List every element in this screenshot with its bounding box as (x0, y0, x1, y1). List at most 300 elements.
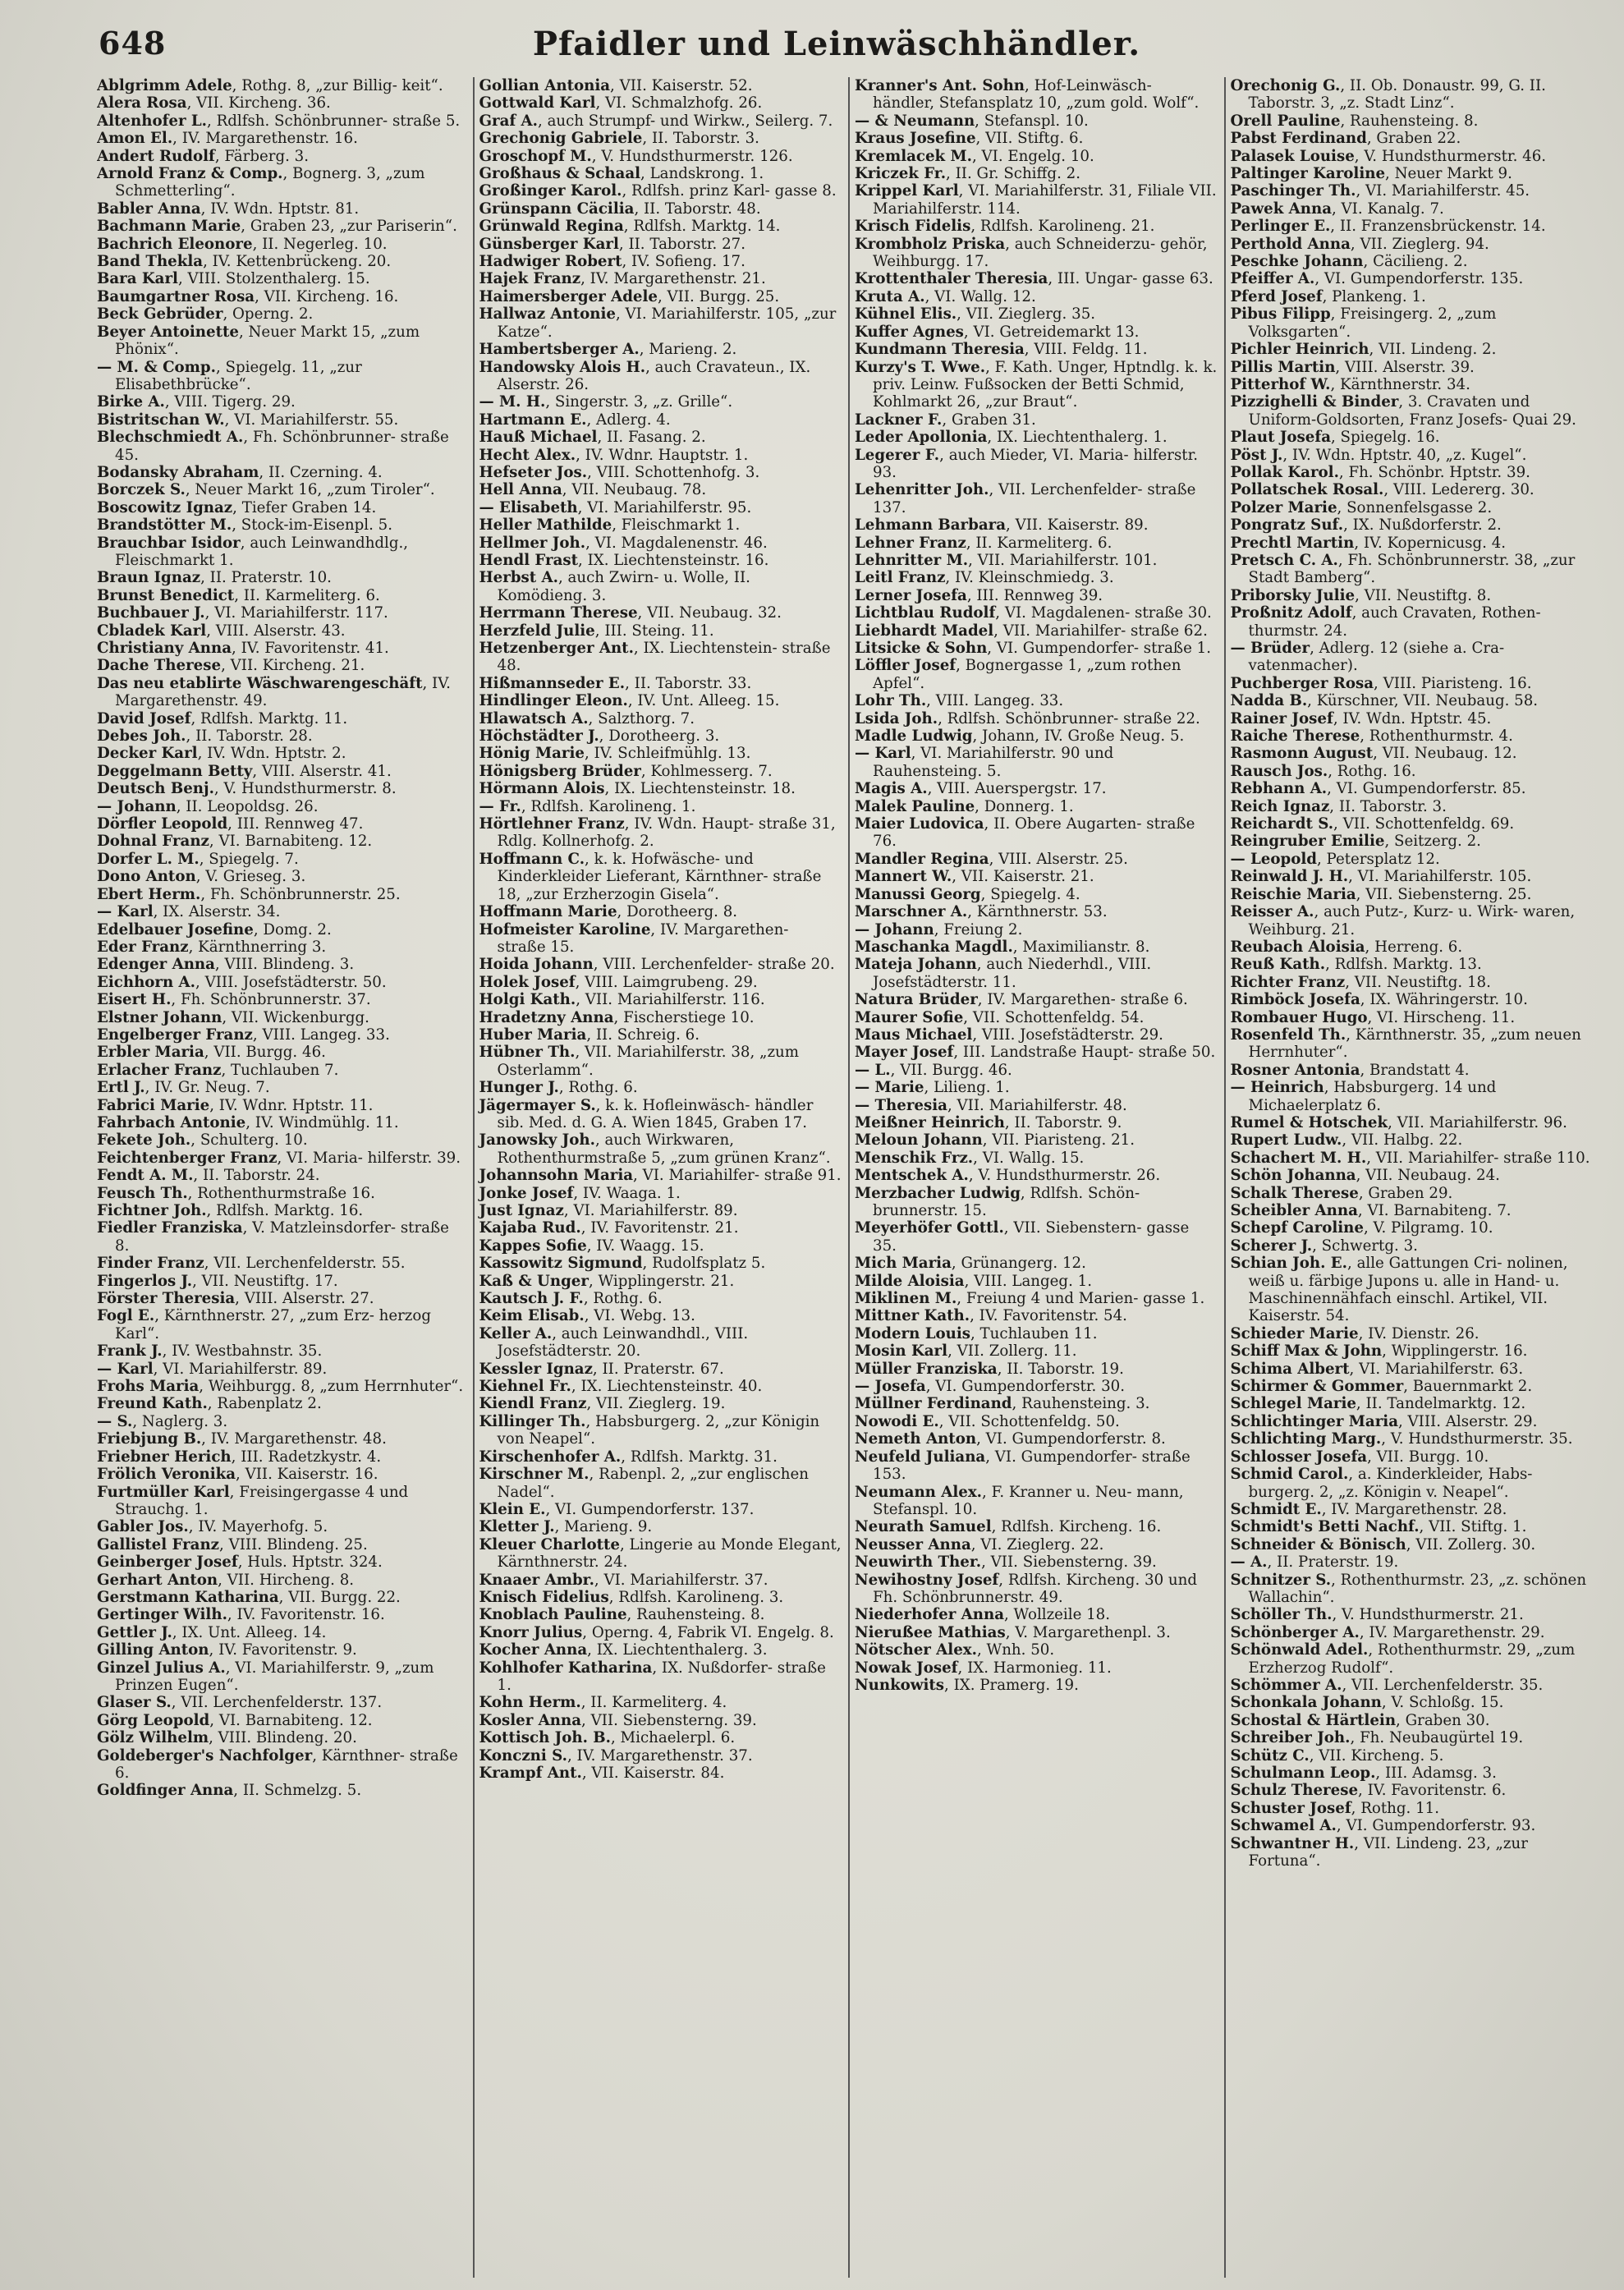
entry-name: Eder Franz (97, 938, 189, 956)
entry-details: , VI. Wallg. 15. (973, 1149, 1085, 1167)
entry-name: Scherer J. (1230, 1237, 1313, 1255)
directory-entry (97, 886, 466, 903)
entry-name: Kottisch Joh. B. (479, 1729, 611, 1747)
entry-name: — L. (855, 1061, 891, 1079)
directory-entry (97, 1572, 466, 1589)
entry-details: , VI. Webg. 13. (584, 1307, 695, 1325)
entry-details: , VII. Siebensterng. 39. (981, 1553, 1157, 1572)
directory-entry (479, 1606, 842, 1623)
entry-name: Paltinger Karoline (1230, 165, 1386, 183)
entry-details: , Stock-im-Eisenpl. 5. (232, 516, 393, 535)
directory-entry (479, 727, 842, 745)
entry-details: , Kohlmesserg. 7. (640, 762, 773, 780)
entry-details: , III. Steing. 11. (594, 622, 714, 640)
directory-entry (855, 1413, 1218, 1430)
entry-name: Hadwiger Robert (479, 253, 622, 271)
entry-details: , VII. Mariahilferstr. 96. (1388, 1113, 1567, 1131)
entry-name: Debes Joh. (97, 727, 186, 746)
entry-details: , III. Ungar- gasse 63. (1048, 270, 1213, 288)
entry-details: , Fh. Schönbrunnerstr. 38, „zur Stadt Bamberg“. (1248, 551, 1576, 587)
entry-name: Kühnel Elis. (855, 305, 957, 324)
directory-entry (479, 675, 842, 692)
entry-name: Milde Aloisia (855, 1272, 965, 1290)
entry-details: , VIII. Laimgrubeng. 29. (575, 973, 758, 991)
entry-details: , II. Taborstr. 19. (997, 1360, 1124, 1378)
entry-details: , Marieng. 9. (554, 1518, 653, 1536)
entry-details: , 3. Cravaten und Uniform-Goldsorten, Franz Josefs- Quai 29. (1248, 393, 1576, 429)
directory-entry (855, 1255, 1218, 1272)
entry-details: , VII. Kaiserstr. 16. (236, 1466, 378, 1484)
entry-name: Nunkowits (855, 1676, 945, 1694)
directory-entry (1231, 77, 1594, 112)
entry-details: , II. Schreig. 6. (586, 1026, 700, 1044)
entry-details: , Dorotheerg. 3. (599, 727, 720, 746)
entry-details: , VII. Kircheng. 21. (221, 657, 365, 675)
entry-name: Schnitzer S. (1230, 1571, 1332, 1589)
entry-details: , IV. Margarethen- straße 6. (977, 991, 1188, 1009)
entry-name: Pretsch C. A. (1230, 551, 1338, 569)
entry-details: , VI. Mariahilferstr. 9, „zum Prinzen Eugen“. (115, 1659, 434, 1694)
entry-name: Haimersberger Adele (479, 287, 658, 305)
entry-name: Schieder Marie (1230, 1324, 1359, 1342)
directory-entry (855, 236, 1218, 271)
directory-entry (479, 1448, 842, 1466)
entry-details: , Schulterg. 10. (190, 1131, 308, 1150)
entry-details: , IX. Unt. Alleeg. 14. (172, 1623, 327, 1641)
directory-entry (855, 991, 1218, 1008)
directory-entry (97, 780, 466, 797)
entry-details: , Wnh. 50. (976, 1641, 1055, 1659)
entry-name: Grünspann Cäcilia (479, 200, 635, 218)
entry-name: Natura Brüder (855, 991, 978, 1009)
entry-name: Erbler Maria (97, 1044, 204, 1062)
directory-entry (97, 200, 466, 218)
entry-name: Höchstädter J. (479, 727, 599, 746)
entry-details: , Kärnthnerstr. 53. (967, 903, 1108, 921)
entry-name: Nötscher Alex. (855, 1641, 977, 1659)
directory-entry (97, 411, 466, 429)
entry-details: , Landskrong. 1. (640, 165, 764, 183)
entry-name: Schön Johanna (1230, 1167, 1356, 1185)
directory-entry (1231, 727, 1594, 745)
entry-details: , Herreng. 6. (1365, 938, 1463, 956)
entry-details: , a. Kinderkleider, Habs- burgerg. 2, „z. Königin v. Neapel“. (1248, 1466, 1533, 1501)
entry-name: Schöller Th. (1230, 1606, 1333, 1624)
entry-details: , VII. Hircheng. 8. (218, 1571, 355, 1589)
entry-details: , II. Obere Augarten- straße 76. (873, 815, 1195, 851)
entry-details: , IV. Margarethen- straße 15. (497, 920, 789, 956)
entry-name: Gertinger Wilh. (97, 1606, 227, 1624)
entry-details: , VII. Halbg. 22. (1342, 1131, 1463, 1150)
entry-details: , VI. Mariahilferstr. 117. (204, 604, 388, 622)
directory-entry (479, 535, 842, 552)
directory-entry (1231, 1325, 1594, 1342)
directory-entry (479, 1131, 842, 1167)
entry-name: Schönwald Adel. (1230, 1641, 1369, 1659)
entry-name: Knisch Fidelius (479, 1588, 609, 1606)
entry-name: Gölz Wilhelm (97, 1729, 209, 1747)
directory-entry (1231, 393, 1594, 429)
entry-details: , VI. Barnabiteng. 12. (209, 1711, 373, 1729)
directory-entry (97, 516, 466, 534)
directory-entry (1231, 359, 1594, 376)
directory-entry (1231, 130, 1594, 147)
entry-name: Mich Maria (855, 1255, 952, 1273)
entry-name: Pichler Heinrich (1230, 341, 1369, 359)
entry-name: Liebhardt Madel (855, 622, 994, 640)
directory-entry (97, 798, 466, 815)
entry-details: , Freiung 4 und Marien- gasse 1. (957, 1290, 1205, 1308)
entry-details: , Wollzeile 18. (1003, 1606, 1111, 1624)
entry-details: , Rudolfsplatz 5. (642, 1255, 766, 1273)
entry-name: Beyer Antoinette (97, 323, 239, 341)
entry-details: , II. Tandelmarktg. 12. (1356, 1395, 1526, 1413)
directory-entry (97, 393, 466, 411)
entry-name: Nemeth Anton (855, 1430, 977, 1448)
entry-name: Kohn Herm. (479, 1694, 581, 1712)
entry-details: , V. Hundsthurmerstr. 26. (968, 1167, 1161, 1185)
entry-name: — Leopold (1230, 850, 1317, 868)
directory-entry (1231, 165, 1594, 182)
directory-entry (1231, 1114, 1594, 1131)
directory-entry (97, 1131, 466, 1149)
entry-details: , VI. Zieglerg. 22. (970, 1535, 1104, 1553)
entry-details: , Rdlfsh. Marktg. 31. (621, 1448, 778, 1466)
entry-details: , II. Leopoldsg. 26. (176, 797, 319, 815)
entry-name: Finder Franz (97, 1255, 204, 1273)
entry-details: , VII. Burgg. 46. (890, 1061, 1012, 1079)
entry-name: Pibus Filipp (1230, 305, 1331, 324)
page-number: 648 (99, 25, 167, 62)
entry-name: Schlichtinger Maria (1230, 1412, 1398, 1430)
directory-entry (479, 182, 842, 200)
directory-entry (855, 851, 1218, 868)
directory-entry (855, 692, 1218, 709)
entry-name: Heller Mathilde (479, 516, 612, 535)
entry-name: Kaß & Unger (479, 1272, 589, 1290)
directory-entry (479, 165, 842, 182)
directory-entry (855, 657, 1218, 692)
entry-details: , Donnerg. 1. (975, 797, 1074, 815)
entry-name: Kraus Josefine (855, 130, 976, 148)
directory-entry (479, 1185, 842, 1202)
directory-entry (855, 798, 1218, 815)
directory-entry (97, 1395, 466, 1412)
directory-entry (855, 481, 1218, 516)
entry-name: Orechonig G. (1230, 77, 1341, 94)
entry-name: Großinger Karol. (479, 182, 622, 200)
entry-details: , VII. Schottenfeldg. 50. (938, 1412, 1120, 1430)
entry-details: , Kärnthnerstr. 35, „zum neuen Herrnhuter“. (1248, 1026, 1581, 1062)
directory-entry (855, 324, 1218, 341)
entry-name: Schneider & Bönisch (1230, 1535, 1406, 1553)
directory-entry (855, 1553, 1218, 1571)
directory-entry (855, 1484, 1218, 1519)
directory-entry (479, 991, 842, 1008)
entry-name: Hönigsberg Brüder (479, 762, 641, 780)
entry-name: Fogl E. (97, 1307, 155, 1325)
entry-name: Schostal & Härtlein (1230, 1711, 1397, 1729)
entry-name: — Johann (855, 920, 934, 938)
directory-entry (479, 1641, 842, 1659)
entry-details: , VII. Piaristeng. 21. (982, 1131, 1135, 1150)
directory-entry (479, 1307, 842, 1324)
directory-entry (1231, 1536, 1594, 1553)
entry-name: Arnold Franz & Comp. (97, 165, 283, 183)
entry-name: Jonke Josef (479, 1184, 574, 1202)
entry-name: Kohlhofer Katharina (479, 1659, 653, 1677)
entry-name: Fingerlos J. (97, 1272, 193, 1290)
directory-entry (97, 535, 466, 570)
directory-entry (1231, 745, 1594, 762)
directory-entry (855, 727, 1218, 745)
directory-entry (479, 604, 842, 622)
directory-entry (97, 1026, 466, 1044)
entry-details: , IV. Sofieng. 17. (622, 253, 745, 271)
entry-name: Hradetzny Anna (479, 1008, 614, 1026)
entry-name: Grünwald Regina (479, 218, 624, 236)
entry-name: — Theresia (855, 1096, 947, 1114)
directory-entry (855, 1361, 1218, 1378)
entry-details: , VI. Mariahilferstr. 89. (153, 1360, 328, 1378)
directory-entry (1231, 499, 1594, 516)
directory-entry (1231, 1131, 1594, 1149)
directory-entry (97, 1518, 466, 1535)
entry-details: , VI. Gumpendorfer- straße 153. (873, 1448, 1190, 1484)
directory-entry (855, 1150, 1218, 1167)
directory-entry (97, 569, 466, 586)
entry-name: Schepf Caroline (1230, 1219, 1364, 1237)
directory-entry (1231, 1361, 1594, 1378)
directory-entry (479, 569, 842, 604)
entry-name: Schlegel Marie (1230, 1395, 1356, 1413)
directory-entry (855, 1536, 1218, 1553)
entry-name: Neusser Anna (855, 1535, 971, 1553)
entry-details: , VII. Zieglerg. 19. (586, 1395, 726, 1413)
directory-entry (97, 1219, 466, 1255)
directory-entry (1231, 1466, 1594, 1501)
entry-details: , Michaelerpl. 6. (610, 1729, 736, 1747)
directory-entry (855, 1624, 1218, 1641)
entry-name: Schiff Max & John (1230, 1342, 1383, 1361)
entry-details: , VIII. Langeg. 33. (252, 1026, 390, 1044)
column-2 (473, 77, 849, 2278)
directory-entry (1231, 604, 1594, 640)
entry-name: Schuster Josef (1230, 1799, 1351, 1817)
directory-entry (97, 1342, 466, 1360)
entry-details: , Freiung 2. (934, 920, 1023, 938)
entry-name: Jägermayer S. (479, 1096, 596, 1114)
entry-details: , VI. Gumpendorferstr. 93. (1336, 1817, 1536, 1835)
entry-name: Kocher Anna (479, 1641, 588, 1659)
entry-details: , VII. Siebenstern- gasse 35. (873, 1219, 1190, 1255)
directory-entry (479, 1237, 842, 1255)
entry-name: David Josef (97, 709, 191, 727)
entry-name: Herrmann Therese (479, 604, 638, 622)
entry-details: , VII. Kaiserstr. 52. (610, 77, 753, 94)
entry-name: Friebjung B. (97, 1430, 202, 1448)
entry-details: , Färberg. 3. (214, 147, 310, 165)
entry-name: Hoida Johann (479, 956, 594, 974)
entry-name: Newihostny Josef (855, 1571, 999, 1589)
entry-details: , Adlerg. 4. (586, 411, 671, 429)
entry-name: Lichtblau Rudolf (855, 604, 996, 622)
entry-name: Großhaus & Schaal (479, 165, 641, 183)
entry-details: , Fh. Neubaugürtel 19. (1350, 1729, 1524, 1747)
entry-details: , VIII. Lerchenfelder- straße 20. (593, 956, 835, 974)
entry-details: , Fh. Schönbrunnerstr. 25. (200, 885, 401, 903)
entry-details: , Fh. Schönbrunner- straße 45. (115, 429, 449, 464)
entry-name: Mandler Regina (855, 850, 989, 868)
entry-details: , V. Hundsthurmerstr. 21. (1332, 1606, 1524, 1624)
entry-name: Kautsch J. F. (479, 1290, 584, 1308)
entry-name: Rebhann A. (1230, 780, 1328, 798)
entry-name: Krisch Fidelis (855, 218, 971, 236)
entry-details: , VIII. Schottenhofg. 3. (587, 463, 760, 481)
entry-name: Rombauer Hugo (1230, 1008, 1368, 1026)
entry-name: Förster Theresia (97, 1290, 236, 1308)
entry-details: , Rabenpl. 2, „zur englischen Nadel“. (497, 1466, 809, 1501)
entry-name: Hißmannseder E. (479, 674, 626, 692)
directory-entry (855, 552, 1218, 569)
entry-name: Kirschenhofer A. (479, 1448, 622, 1466)
entry-name: Pitterhof W. (1230, 375, 1331, 393)
entry-name: Decker Karl (97, 745, 198, 763)
directory-entry (97, 253, 466, 270)
directory-entry (1231, 218, 1594, 235)
entry-details: , VII. Neustiftg. 18. (1345, 973, 1491, 991)
directory-entry (479, 903, 842, 920)
entry-name: Glaser S. (97, 1694, 172, 1712)
entry-name: Raiche Therese (1230, 727, 1360, 746)
directory-entry (1231, 305, 1594, 341)
directory-entry (1231, 991, 1594, 1008)
entry-name: Rasmonn August (1230, 745, 1374, 763)
directory-entry (479, 851, 842, 903)
entry-details: , VII. Lerchenfelderstr. 55. (204, 1255, 406, 1273)
directory-entry (479, 1378, 842, 1395)
entry-details: , Singerstr. 3, „z. Grille“. (545, 393, 733, 411)
entry-details: , Plankeng. 1. (1322, 287, 1426, 305)
entry-name: Pöst J. (1230, 446, 1283, 464)
entry-details: , II. Taborstr. 48. (634, 200, 761, 218)
directory-entry (97, 1273, 466, 1290)
entry-details: , IV. Margarethenstr. 21. (580, 270, 766, 288)
entry-details: , Rothenthurmstr. 4. (1360, 727, 1513, 746)
entry-details: , Neuer Markt 9. (1385, 165, 1512, 183)
directory-entry (855, 182, 1218, 218)
entry-details: , IV. Waagg. 15. (586, 1237, 704, 1255)
entry-details: , VII. Lindeng. 23, „zur Fortuna“. (1248, 1834, 1528, 1870)
directory-entry (855, 359, 1218, 411)
directory-entry (97, 1659, 466, 1695)
entry-name: Reisser A. (1230, 903, 1314, 921)
directory-entry (97, 974, 466, 991)
entry-details: , IV. Waaga. 1. (573, 1184, 681, 1202)
entry-name: — Karl (97, 903, 154, 921)
directory-entry (97, 1307, 466, 1342)
entry-details: , IV. Wdn. Hptstr. 40, „z. Kugel“. (1282, 446, 1527, 464)
entry-details: , IV. Favoritenstr. 41. (232, 640, 389, 657)
entry-name: Müllner Ferdinand (855, 1395, 1012, 1413)
directory-entry (1231, 640, 1594, 675)
entry-details: , VI. Mariahilferstr. 37. (594, 1571, 768, 1589)
entry-name: Erlacher Franz (97, 1061, 222, 1079)
directory-entry (97, 991, 466, 1008)
directory-entry (479, 956, 842, 973)
directory-entry (1231, 868, 1594, 885)
directory-entry (1231, 1255, 1594, 1325)
directory-entry (855, 886, 1218, 903)
entry-name: Schütz C. (1230, 1746, 1310, 1765)
entry-details: , Kärnthnerstr. 27, „zum Erz- herzog Karl“. (115, 1307, 431, 1342)
entry-details: , Rothenthurmstr. 23, „z. schönen Wallachin“. (1248, 1571, 1587, 1606)
entry-details: , auch Putz-, Kurz- u. Wirk- waren, Weihburg. 21. (1248, 903, 1576, 938)
entry-details: , VI. Mariahilferstr. 89. (563, 1202, 738, 1219)
directory-entry (97, 710, 466, 727)
entry-name: Madle Ludwig (855, 727, 973, 746)
entry-details: , VII. Siebensterng. 39. (581, 1711, 757, 1729)
directory-entry (97, 1430, 466, 1448)
entry-details: , Weihburgg. 8, „zum Herrnhuter“. (199, 1378, 464, 1396)
directory-entry (1231, 516, 1594, 534)
entry-name: — Elisabeth (479, 498, 578, 516)
directory-entry (1231, 376, 1594, 393)
entry-name: Hofmeister Karoline (479, 920, 651, 938)
entry-name: Meyerhöfer Gottl. (855, 1219, 1004, 1237)
entry-name: Kremlacek M. (855, 147, 972, 165)
directory-entry (855, 1606, 1218, 1623)
entry-details: , VIII. Piaristeng. 16. (1374, 674, 1532, 692)
entry-name: Ablgrimm Adele (97, 77, 232, 94)
directory-entry (97, 1062, 466, 1079)
entry-name: Reingruber Emilie (1230, 833, 1385, 851)
directory-entry (97, 1114, 466, 1131)
entry-details: , Rdlfsh. Karolineng. 1. (521, 797, 696, 815)
entry-name: Polzer Marie (1230, 498, 1337, 516)
entry-details: , Cäcilieng. 2. (1363, 253, 1468, 271)
directory-entry (479, 798, 842, 815)
entry-name: Keim Elisab. (479, 1307, 585, 1325)
entry-name: — Josefa (855, 1378, 926, 1396)
entry-details: , Operng. 4, Fabrik VI. Engelg. 8. (582, 1623, 834, 1641)
entry-details: , VII. Lerchenfelderstr. 137. (171, 1694, 383, 1712)
entry-details: , VII. Mariahilferstr. 38, „zum Osterlamm“. (497, 1044, 799, 1079)
entry-details: , auch Cravateun., IX. Alserstr. 26. (497, 358, 811, 393)
entry-name: Malek Pauline (855, 797, 975, 815)
entry-name: Perthold Anna (1230, 235, 1351, 253)
entry-details: , VIII. Alserstr. 27. (235, 1290, 374, 1308)
entry-details: , Kärnthnerstr. 34. (1330, 375, 1470, 393)
entry-details: , Rdlfsh. Karolineng. 3. (608, 1588, 784, 1606)
directory-entry (97, 1378, 466, 1395)
entry-details: , IV. Margarethenstr. 49. (115, 674, 451, 710)
entry-details: , VII. Kaiserstr. 21. (952, 868, 1094, 886)
entry-name: Dörfler Leopold (97, 815, 228, 833)
entry-details: , VII. Mariahilferstr. 101. (968, 551, 1158, 569)
entry-details: , VII. Zieglerg. 94. (1350, 235, 1489, 253)
directory-entry (479, 429, 842, 446)
directory-entry (97, 938, 466, 956)
entry-details: , Tiefer Graben 14. (232, 498, 377, 516)
entry-name: Rainer Josef (1230, 709, 1333, 727)
entry-name: Amon El. (97, 130, 173, 148)
directory-entry (479, 921, 842, 957)
directory-entry (1231, 1237, 1594, 1255)
entry-details: , Rothg. 6. (583, 1290, 663, 1308)
entry-details: , VI. Kanalg. 7. (1331, 200, 1444, 218)
directory-entry (97, 1255, 466, 1272)
